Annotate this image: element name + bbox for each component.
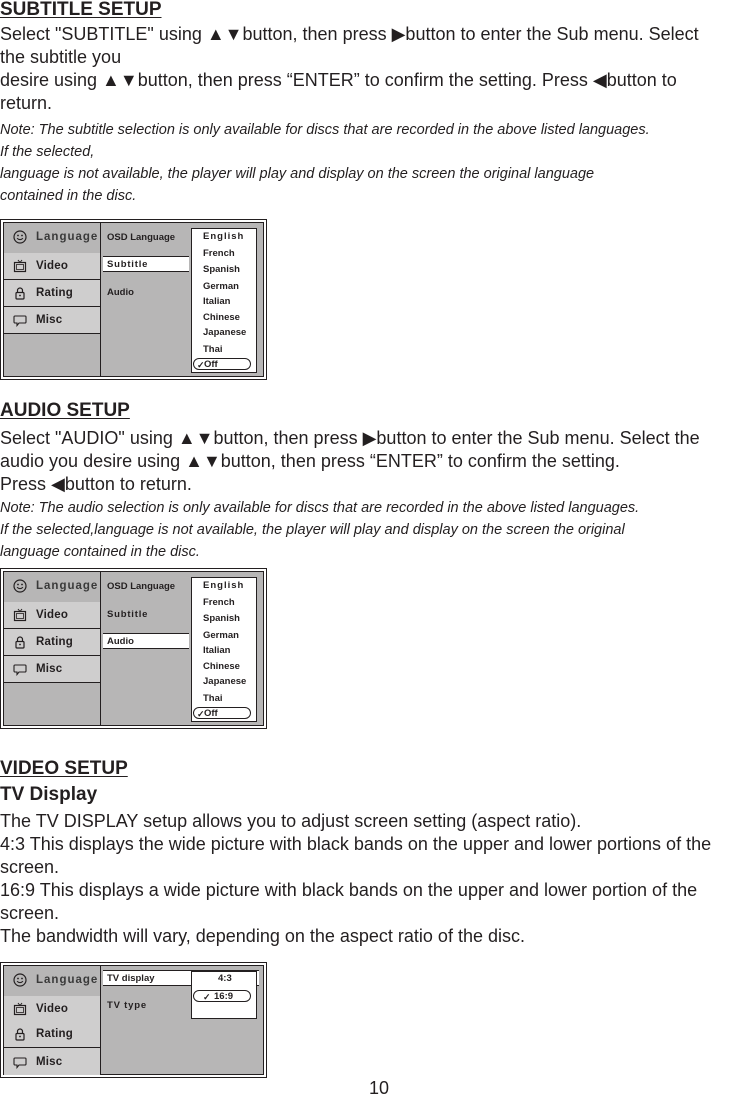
smiley-icon (9, 229, 31, 245)
option-chinese: Chinese (203, 312, 240, 323)
video-setup-heading: VIDEO SETUP (0, 758, 128, 779)
audio-menu-screenshot (0, 568, 267, 729)
note-line: Note: The subtitle selection is only available for discs that are recorded in the above listed languages. (0, 122, 650, 138)
smiley-icon (9, 972, 31, 988)
menu-sidebar (4, 223, 101, 376)
submenu-item-osd-language: OSD Language (107, 232, 176, 243)
audio-setup-heading: AUDIO SETUP (0, 400, 130, 421)
options-list (191, 971, 257, 1019)
sidebar-item-label: Rating (36, 636, 73, 648)
check-icon: ✓ (197, 709, 205, 719)
sidebar-item-label: Video (36, 260, 69, 272)
speech-bubble-icon (9, 661, 31, 677)
submenu-item-osd-language: OSD Language (107, 581, 176, 592)
submenu-item-audio: Audio (107, 287, 134, 298)
menu-submenu (101, 572, 263, 725)
check-icon: ✓ (197, 360, 205, 370)
body-line: The bandwidth will vary, depending on the aspect ratio of the disc. (0, 926, 525, 946)
option-english: English (203, 231, 245, 242)
speech-bubble-icon (9, 1054, 31, 1070)
video-menu-screenshot (0, 962, 267, 1078)
tv-display-subheading: TV Display (0, 784, 98, 805)
sidebar-item-language (4, 223, 100, 250)
option-french: French (203, 248, 235, 259)
body-line: Select "AUDIO" using ▲▼button, then press ▶button to enter the Sub menu. Select the (0, 428, 700, 448)
option-spanish: Spanish (203, 613, 240, 624)
body-line: Select "SUBTITLE" using ▲▼button, then press ▶button to enter the Sub menu. Select (0, 24, 699, 44)
body-line: return. (0, 93, 53, 113)
submenu-item-tv-type: TV type (107, 1000, 147, 1011)
body-line: screen. (0, 857, 60, 877)
option-4-3: 4:3 (218, 973, 232, 984)
sidebar-item-label: Video (36, 1003, 69, 1015)
sidebar-item-label: Misc (36, 314, 63, 326)
option-off: Off (204, 708, 218, 719)
option-german: German (203, 630, 239, 641)
option-off-selected (193, 707, 251, 719)
sidebar-item-video (4, 602, 100, 629)
sidebar-item-rating (4, 1021, 100, 1048)
submenu-item-subtitle: Subtitle (103, 256, 189, 272)
menu-sidebar (4, 966, 101, 1074)
option-16-9: 16:9 (214, 991, 234, 1002)
note-line: contained in the disc. (0, 188, 137, 204)
option-off: Off (204, 359, 218, 370)
option-off-selected (193, 358, 251, 370)
note-line: language contained in the disc. (0, 544, 200, 560)
option-16-9-selected (193, 990, 251, 1002)
option-french: French (203, 597, 235, 608)
subtitle-setup-note (0, 119, 745, 207)
lock-icon (9, 634, 31, 650)
tv-icon (9, 607, 31, 623)
option-thai: Thai (203, 344, 223, 355)
option-italian: Italian (203, 296, 231, 307)
option-chinese: Chinese (203, 661, 240, 672)
menu-submenu (101, 966, 263, 1074)
body-line: screen. (0, 903, 60, 923)
subtitle-menu-screenshot (0, 219, 267, 380)
sidebar-item-label: Language (36, 230, 99, 243)
option-spanish: Spanish (203, 264, 240, 275)
sidebar-item-misc (4, 1048, 100, 1075)
sidebar-item-rating (4, 629, 100, 656)
menu-sidebar (4, 572, 101, 725)
body-line: audio you desire using ▲▼button, then press “ENTER” to confirm the setting. (0, 451, 620, 471)
sidebar-item-language (4, 966, 100, 993)
body-line: the subtitle you (0, 47, 122, 67)
option-german: German (203, 281, 239, 292)
option-italian: Italian (203, 645, 231, 656)
note-line: language is not available, the player will play and display on the screen the original language (0, 166, 595, 182)
options-list (191, 577, 257, 722)
body-line: The TV DISPLAY setup allows you to adjust screen setting (aspect ratio). (0, 811, 582, 831)
submenu-item-subtitle: Subtitle (107, 609, 149, 620)
subtitle-setup-body (0, 23, 745, 115)
tv-icon (9, 258, 31, 274)
menu-submenu (101, 223, 263, 376)
sidebar-item-language (4, 572, 100, 599)
page-number: 10 (369, 1078, 390, 1098)
tv-icon (9, 1001, 31, 1017)
sidebar-item-label: Misc (36, 663, 63, 675)
sidebar-item-label: Rating (36, 287, 73, 299)
sidebar-item-video (4, 253, 100, 280)
sidebar-item-rating (4, 280, 100, 307)
sidebar-item-label: Misc (36, 1055, 63, 1068)
sidebar-item-label: Video (36, 609, 69, 621)
check-icon: ✓ (203, 992, 211, 1002)
note-line: Note: The audio selection is only available for discs that are recorded in the above listed languages. (0, 500, 640, 516)
lock-icon (9, 1026, 31, 1042)
speech-bubble-icon (9, 312, 31, 328)
note-line: If the selected, (0, 144, 95, 160)
lock-icon (9, 285, 31, 301)
sidebar-item-label: Language (36, 973, 99, 986)
body-line: 16:9 This displays a wide picture with black bands on the upper and lower portion of the (0, 880, 698, 900)
option-english: English (203, 580, 245, 591)
submenu-item-tv-display: TV display (103, 970, 259, 986)
options-list (191, 228, 257, 373)
sidebar-item-misc (4, 307, 100, 334)
smiley-icon (9, 578, 31, 594)
audio-setup-body (0, 427, 745, 496)
sidebar-item-label: Language (36, 579, 99, 592)
sidebar-item-label: Rating (36, 1028, 73, 1040)
option-thai: Thai (203, 693, 223, 704)
option-japanese: Japanese (203, 676, 247, 687)
subtitle-setup-heading: SUBTITLE SETUP (0, 0, 162, 20)
note-line: If the selected,language is not available, the player will play and display on the screen the original (0, 522, 625, 538)
submenu-item-audio: Audio (103, 633, 189, 649)
sidebar-item-video (4, 996, 100, 1023)
body-line: 4:3 This displays the wide picture with black bands on the upper and lower portions of the (0, 834, 712, 854)
body-line: desire using ▲▼button, then press “ENTER” to confirm the setting. Press ◀button to (0, 70, 677, 90)
body-line: Press ◀button to return. (0, 474, 192, 494)
audio-setup-note (0, 497, 745, 563)
sidebar-item-misc (4, 656, 100, 683)
option-japanese: Japanese (203, 327, 247, 338)
video-setup-body (0, 810, 745, 948)
